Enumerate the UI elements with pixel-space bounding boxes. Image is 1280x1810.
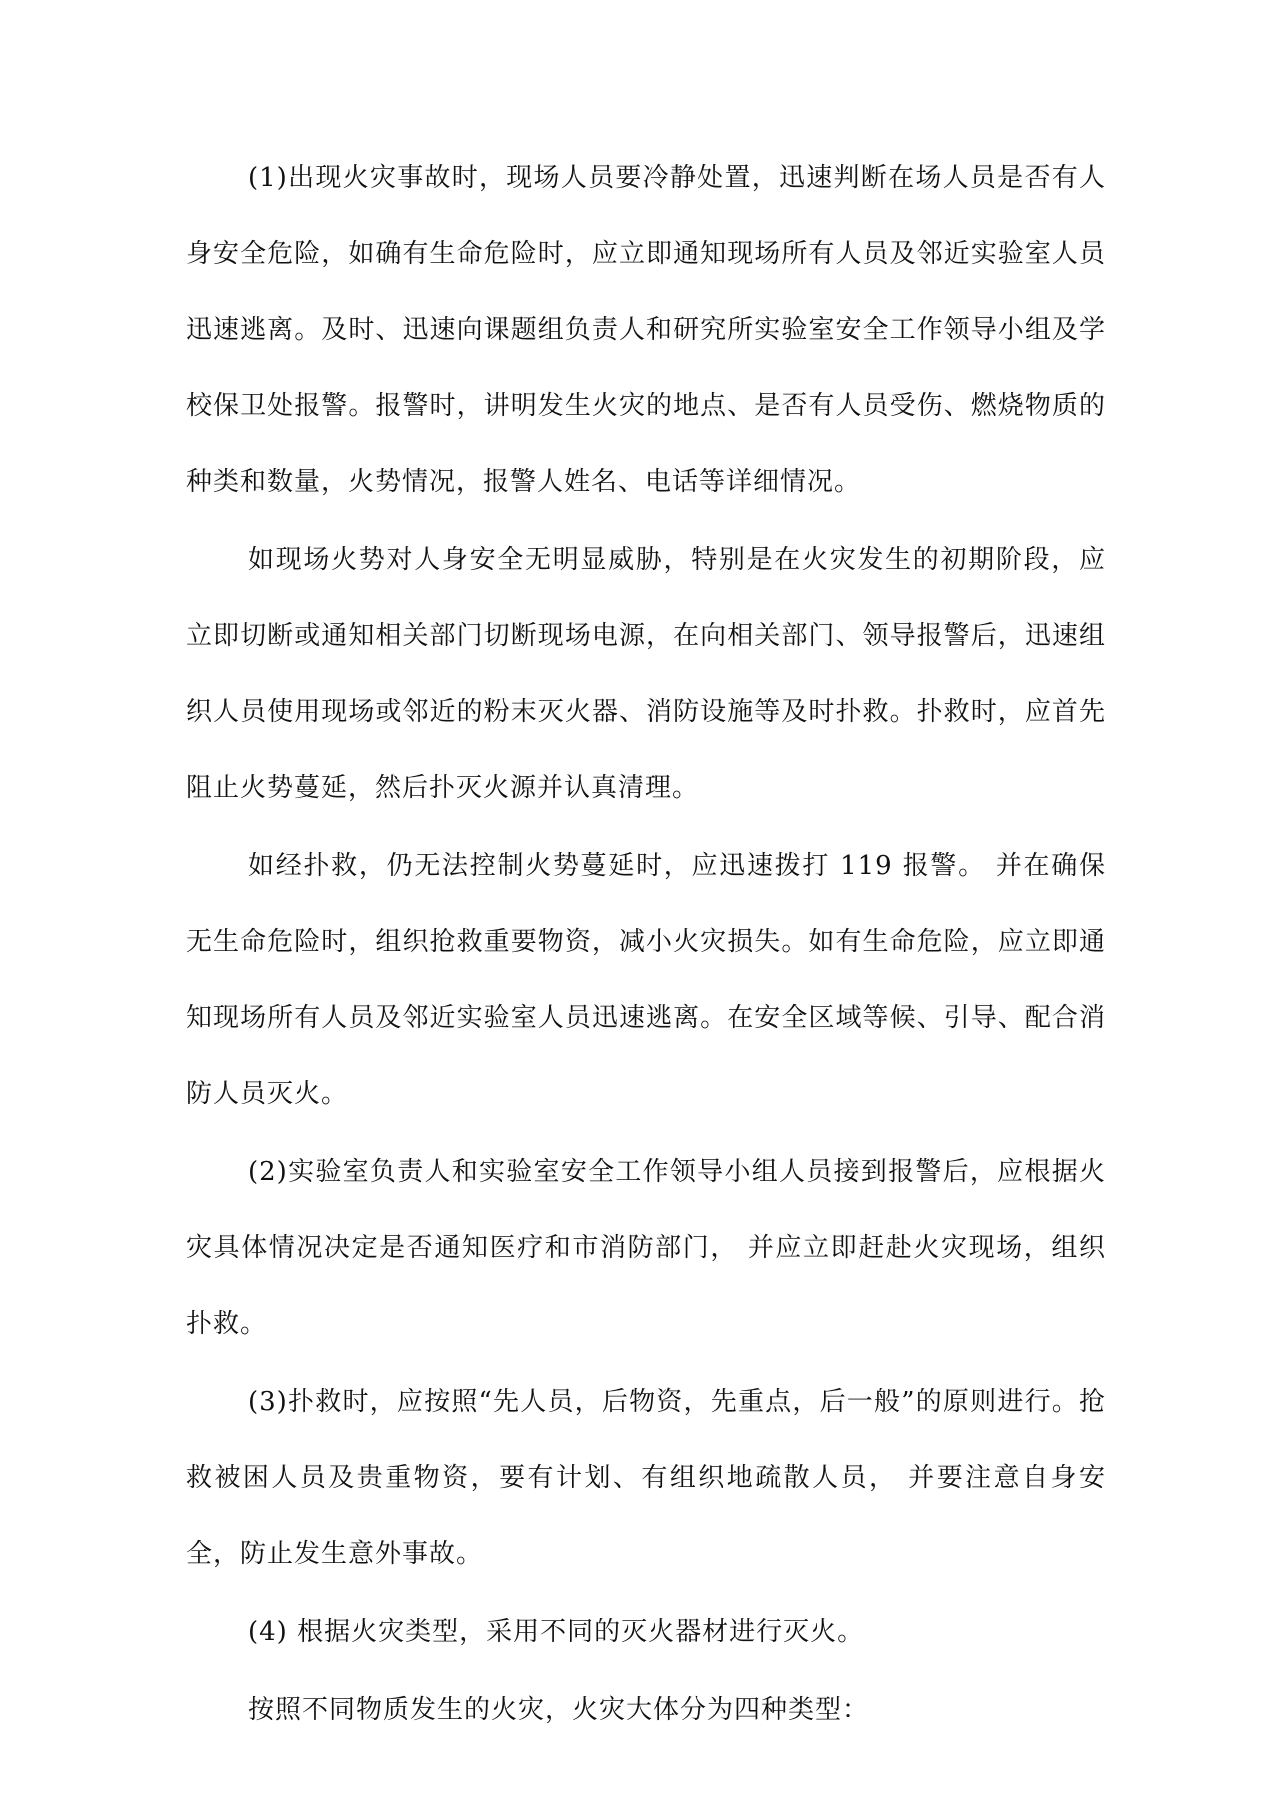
paragraph-rescue-principle: (3)扑救时，应按照“先人员，后物资，先重点，后一般”的原则进行。抢救被困人员及贵重物资，要有计划、有组织地疏散人员， 并要注意自身安全，防止发生意外事故。 [186,1387,1106,1569]
paragraph-lab-leader-response: (2)实验室负责人和实验室安全工作领导小组人员接到报警后，应根据火灾具体情况决定是否通知医疗和市消防部门， 并应立即赶赴火灾现场，组织扑救。 [186,1157,1107,1339]
paragraph-fire-types-intro: 按照不同物质发生的火灾，火灾大体分为四种类型： [248,1695,870,1725]
paragraph-fire-accident-response: (1)出现火灾事故时，现场人员要冷静处置，迅速判断在场人员是否有人身安全危险，如确有生命危险时，应立即通知现场所有人员及邻近实验室人员迅速逃离。及时、迅速向课题组负责人和研究所实验室安全工作领导小组及学校保卫处报警。报警时，讲明发生火灾的地点、是否有人员受伤、燃烧物质的种类和数量，火势情况，报警人姓名、电话等详细情况。 [186,163,1106,497]
paragraph-call-119: 如经扑救，仍无法控制火势蔓延时，应迅速拨打 119 报警。 并在确保无生命危险时，组织抢救重要物资，减小火灾损失。如有生命危险，应立即通知现场所有人员及邻近实验室人员迅速逃离。在安全区域等候、引导、配合消防人员灭火。 [186,851,1106,1109]
document-body [186,140,1106,1748]
paragraph-initial-firefighting: 如现场火势对人身安全无明显威胁，特别是在火灾发生的初期阶段，应立即切断或通知相关部门切断现场电源，在向相关部门、领导报警后，迅速组织人员使用现场或邻近的粉末灭火器、消防设施等及时扑救。扑救时，应首先阻止火势蔓延，然后扑灭火源并认真清理。 [186,545,1106,803]
paragraph-extinguisher-selection: (4) 根据火灾类型，采用不同的灭火器材进行灭火。 [248,1617,865,1647]
